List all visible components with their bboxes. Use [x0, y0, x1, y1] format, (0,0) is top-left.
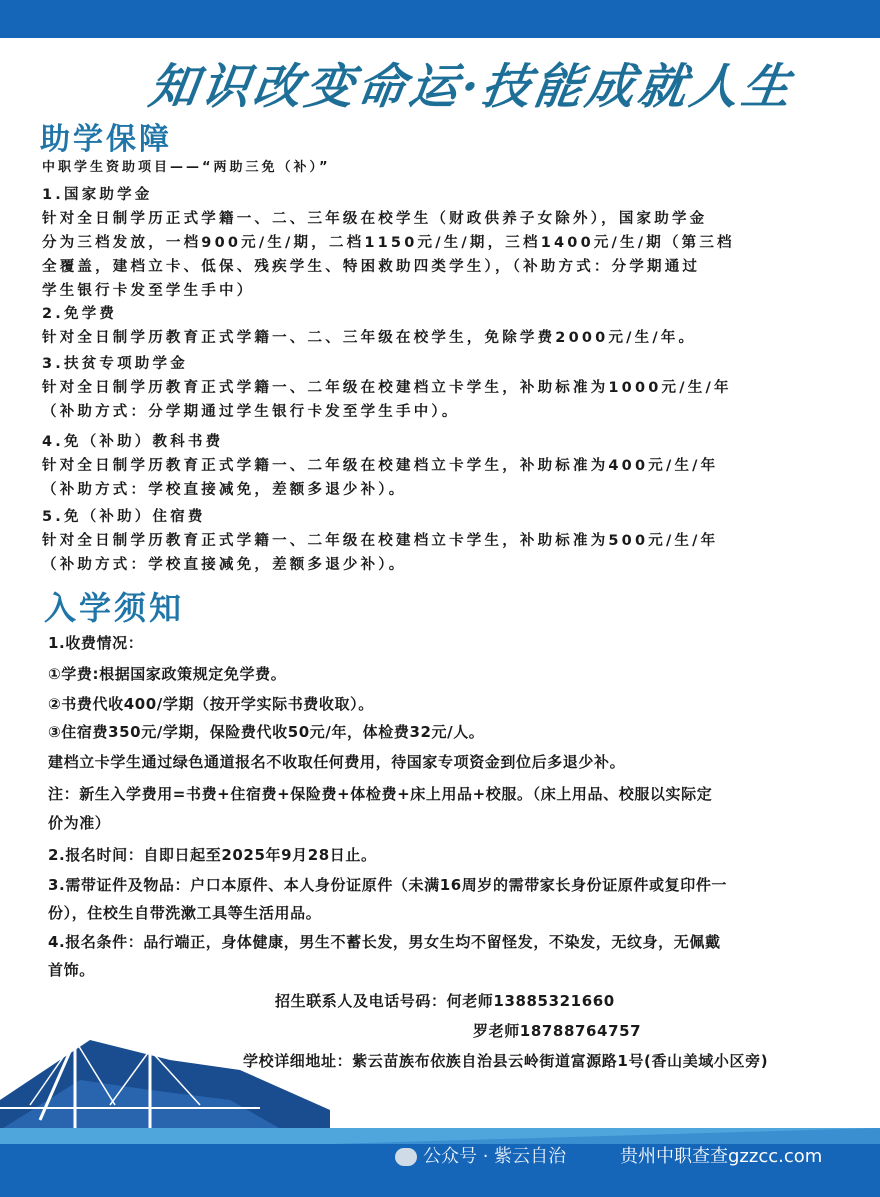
aid-line: （补助方式：学校直接减免，差额多退少补）。 — [42, 482, 407, 498]
enroll-line: 3.需带证件及物品：户口本原件、本人身份证原件（未满16周岁的需带家长身份证原件或复印件一 — [48, 876, 728, 894]
enroll-line: 份），住校生自带洗漱工具等生活用品。 — [48, 904, 322, 922]
contact-line-1: 招生联系人及电话号码：何老师13885321660 — [275, 992, 615, 1010]
enroll-line: 1.收费情况： — [48, 634, 144, 652]
wechat-watermark — [395, 1142, 566, 1168]
enroll-line: 2.报名时间：自即日起至2025年9月28日止。 — [48, 846, 377, 864]
aid-line: 5.免（补助）住宿费 — [42, 509, 206, 525]
aid-line: 学生银行卡发至学生手中） — [42, 283, 255, 299]
footer-bridge-graphic — [0, 1020, 880, 1197]
aid-line: 4.免（补助）教科书费 — [42, 434, 224, 450]
school-address: 学校详细地址：紫云苗族布依族自治县云岭街道富源路1号(香山美域小区旁) — [243, 1052, 769, 1070]
aid-line: （补助方式：学校直接减免，差额多退少补）。 — [42, 557, 407, 573]
enroll-line: ②书费代收400/学期（按开学实际书费收取）。 — [48, 695, 374, 713]
aid-line: 针对全日制学历教育正式学籍一、二年级在校建档立卡学生，补助标准为500元/生/年 — [42, 533, 719, 549]
enroll-line: 4.报名条件：品行端正，身体健康，男生不蓄长发，男女生均不留怪发，不染发，无纹身，无佩戴 — [48, 933, 721, 951]
aid-line: 1.国家助学金 — [42, 187, 153, 203]
aid-line: 针对全日制学历教育正式学籍一、二年级在校建档立卡学生，补助标准为1000元/生/年 — [42, 380, 732, 396]
aid-line: 针对全日制学历教育正式学籍一、二、三年级在校学生，免除学费2000元/生/年。 — [42, 330, 697, 346]
heading-enroll: 入学须知 — [44, 589, 185, 627]
heading-aid: 助学保障 — [40, 122, 172, 157]
aid-line: （补助方式：分学期通过学生银行卡发至学生手中）。 — [42, 404, 460, 420]
aid-subtitle: 中职学生资助项目——“两助三免（补）” — [42, 160, 331, 175]
aid-line: 针对全日制学历教育正式学籍一、二年级在校建档立卡学生，补助标准为400元/生/年 — [42, 458, 719, 474]
enroll-line: 首饰。 — [48, 961, 95, 979]
top-banner-bar — [0, 0, 880, 38]
enroll-line: 建档立卡学生通过绿色通道报名不收取任何费用，待国家专项资金到位后多退少补。 — [48, 753, 626, 771]
wechat-icon — [395, 1148, 417, 1166]
enroll-line: 价为准） — [48, 814, 111, 832]
site-watermark: 贵州中职查查gzzcc.com — [620, 1146, 823, 1167]
enroll-line: 注：新生入学费用=书费+住宿费+保险费+体检费+床上用品+校服。（床上用品、校服以实际定 — [48, 785, 713, 803]
slogan: 知识改变命运·技能成就人生 — [145, 59, 799, 115]
aid-line: 2.免学费 — [42, 306, 118, 322]
aid-line: 分为三档发放，一档900元/生/期，二档1150元/生/期，三档1400元/生/期（第三档 — [42, 235, 735, 251]
aid-line: 针对全日制学历正式学籍一、二、三年级在校学生（财政供养子女除外），国家助学金 — [42, 211, 708, 227]
wechat-watermark-text: 公众号 · 紫云自治 — [423, 1146, 567, 1167]
enroll-line: ③住宿费350元/学期，保险费代收50元/年，体检费32元/人。 — [48, 723, 485, 741]
aid-line: 全覆盖，建档立卡、低保、残疾学生、特困救助四类学生），（补助方式：分学期通过 — [42, 259, 701, 275]
aid-line: 3.扶贫专项助学金 — [42, 356, 188, 372]
contact-line-2: 罗老师18788764757 — [473, 1022, 642, 1040]
enroll-line: ①学费:根据国家政策规定免学费。 — [48, 665, 287, 683]
